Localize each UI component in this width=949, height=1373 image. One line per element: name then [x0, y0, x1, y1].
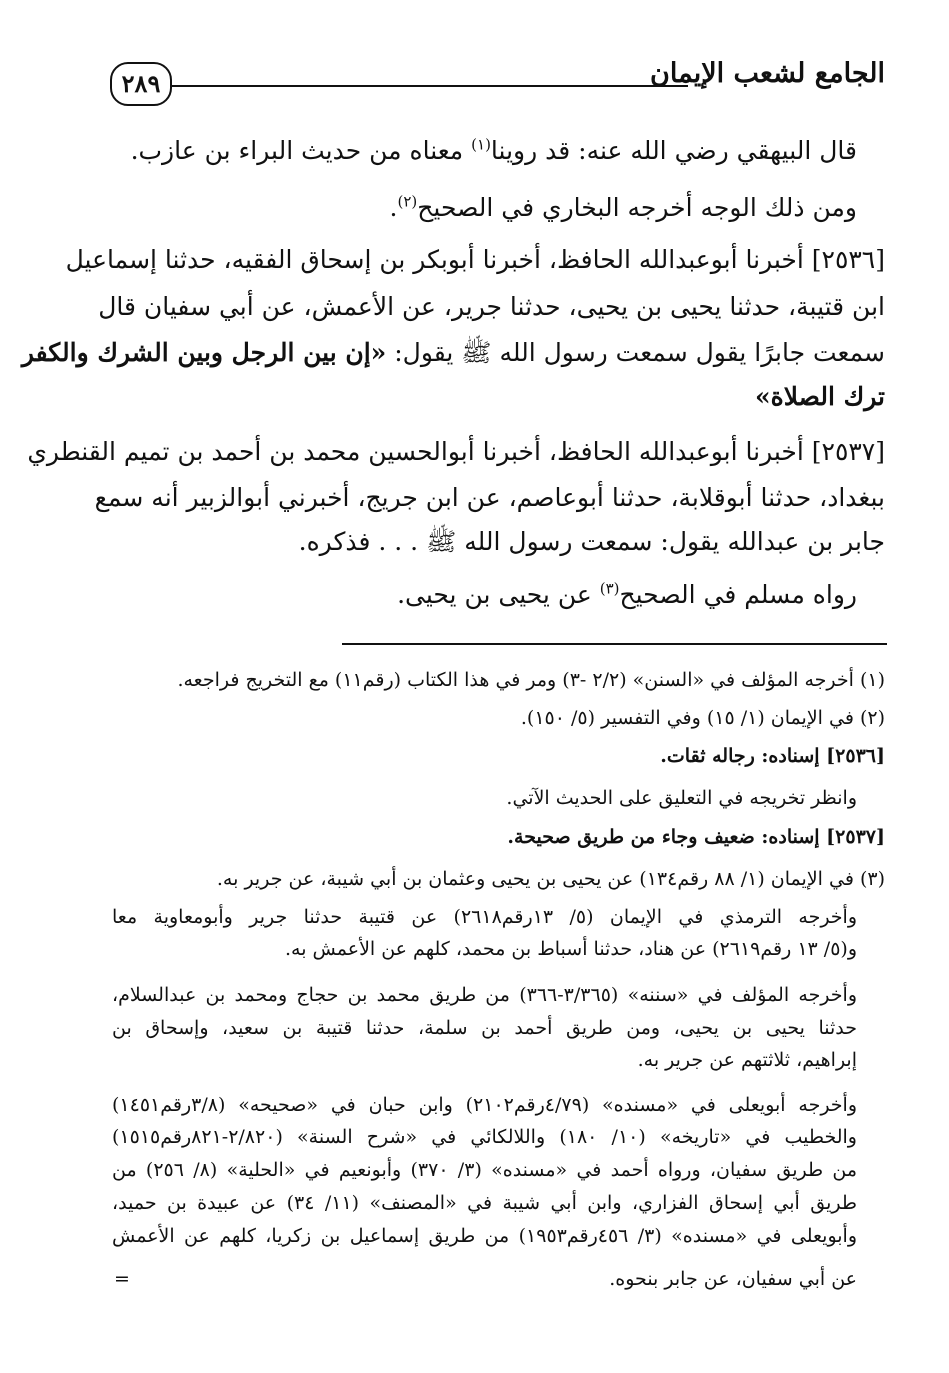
- hadith-matn: «إن بين الرجل وبين الشرك والكفر: [21, 338, 387, 367]
- footnote-3-line: وأخرجه المؤلف في «سننه» (٣/٣٦٥-٣٦٦) من طريق محمد بن حجاج ومحمد بن عبدالسلام،: [112, 984, 857, 1006]
- hadith-2537-line: [٢٥٣٧] أخبرنا أبوعبدالله الحافظ، أخبرنا أبوالحسين محمد بن أحمد بن تميم القنطري: [27, 437, 885, 466]
- muslim-line: [397, 575, 857, 615]
- footnote-ref-1: (١): [471, 135, 491, 154]
- footnote-2536: [660, 741, 885, 771]
- continuation-mark: =: [114, 1268, 130, 1290]
- footnote-3-line: من طريق سفيان، ورواه أحمد في «مسنده» (٣/ ٣٧٠) وأبونعيم في «الحلية» (٨/ ٢٥٦) من: [112, 1159, 857, 1181]
- footnote-2: (٢) في الإيمان (١/ ١٥) وفي التفسير (٥/ ١٥٠).: [520, 707, 885, 729]
- hadith-chain-text: سمعت جابرًا يقول سمعت رسول الله ﷺ يقول:: [386, 338, 885, 367]
- bukhari-text: ومن ذلك الوجه أخرجه البخاري في الصحيح: [417, 193, 857, 222]
- footnote-2537: [507, 822, 885, 852]
- isnad-grade: ضعيف وجاء من طريق صحيحة.: [507, 826, 755, 848]
- footnote-3-line: إبراهيم، ثلاثتهم عن جرير به.: [637, 1049, 857, 1071]
- statement-text: قال البيهقي رضي الله عنه: قد روينا: [490, 136, 857, 165]
- footnote-1: (١) أخرجه المؤلف في «السنن» (٢/٢ -٣) ومر في هذا الكتاب (رقم١١) مع التخريج فراجعه.: [177, 669, 885, 691]
- statement-text-cont: معناه من حديث البراء بن عازب.: [130, 136, 472, 165]
- isnad-label: [٢٥٣٦] إسناده:: [754, 745, 885, 767]
- footnote-3-line: وأخرجه أبويعلى في «مسنده» (٤/٧٩رقم٢١٠٢) وابن حبان في «صحيحه» (٣/٨رقم١٤٥١): [112, 1094, 858, 1116]
- footnote-ref-2: (٢): [397, 192, 418, 211]
- footnote-3-line: عن أبي سفيان، عن جابر بنحوه.: [609, 1268, 857, 1290]
- footnote-ref-3: (٣): [599, 579, 620, 598]
- hadith-2536-line: [٢٥٣٦] أخبرنا أبوعبدالله الحافظ، أخبرنا أبوبكر بن إسحاق الفقيه، حدثنا إسماعيل: [65, 245, 885, 274]
- isnad-grade: رجاله ثقات.: [660, 745, 755, 767]
- bukhari-end: .: [389, 193, 398, 222]
- footnote-3-line: وأبويعلى في «مسنده» (٣/ ٤٥٦رقم١٩٥٣) من طريق إسماعيل بن زكريا، كلهم عن الأعمش: [112, 1225, 857, 1247]
- footnote-2536-see: وانظر تخريجه في التعليق على الحديث الآتي.: [506, 787, 857, 809]
- header-rule: [172, 85, 688, 87]
- footnote-3-line: (٣) في الإيمان (١/ ٨٨ رقم١٣٤) عن يحيى بن يحيى وعثمان بن أبي شيبة، عن جرير به.: [216, 868, 885, 890]
- page-number: ٢٨٩: [110, 62, 172, 106]
- muslim-text-cont: عن يحيى بن يحيى.: [397, 580, 600, 609]
- isnad-label: [٢٥٣٧] إسناده:: [754, 826, 885, 848]
- running-title: الجامع لشعب الإيمان: [650, 58, 885, 89]
- hadith-2537-line: ببغداد، حدثنا أبوقلابة، حدثنا أبوعاصم، عن ابن جريج، أخبرني أبوالزبير أنه سمع: [94, 483, 885, 512]
- bukhari-line: [390, 188, 857, 228]
- hadith-matn-end: ترك الصلاة»: [755, 382, 885, 411]
- bayhaqi-statement-line: [131, 131, 857, 171]
- footnote-3-line: حدثنا يحيى بن يحيى، ومن طريق أحمد بن سلمة، حدثنا قتيبة بن سعيد، وإسحاق بن: [112, 1017, 857, 1039]
- footnote-separator: [342, 643, 887, 645]
- footnote-3-line: والخطيب في «تاريخه» (١٠/ ١٨٠) واللالكائي في «شرح السنة» (٢/٨٢٠-٨٢١رقم١٥١٥): [112, 1126, 857, 1148]
- footnote-3-line: طريق أبي إسحاق الفزاري، وابن أبي شيبة في «المصنف» (١١/ ٣٤) عن عبيدة بن حميد،: [112, 1192, 857, 1214]
- footnote-3-line: وأخرجه الترمذي في الإيمان (٥/ ١٣رقم٢٦١٨) عن قتيبة حدثنا جرير وأبومعاوية معا: [112, 906, 857, 928]
- hadith-2536-line: [21, 333, 885, 373]
- footnote-3-line: و(٥/ ١٣ رقم٢٦١٩) عن هناد، حدثنا أسباط بن محمد، كلهم عن الأعمش به.: [284, 938, 857, 960]
- hadith-2537-line: جابر بن عبدالله يقول: سمعت رسول الله ﷺ . . . فذكره.: [298, 527, 885, 556]
- hadith-2536-line: ابن قتيبة، حدثنا يحيى بن يحيى، حدثنا جرير، عن الأعمش، عن أبي سفيان قال: [98, 292, 885, 321]
- muslim-text: رواه مسلم في الصحيح: [619, 580, 857, 609]
